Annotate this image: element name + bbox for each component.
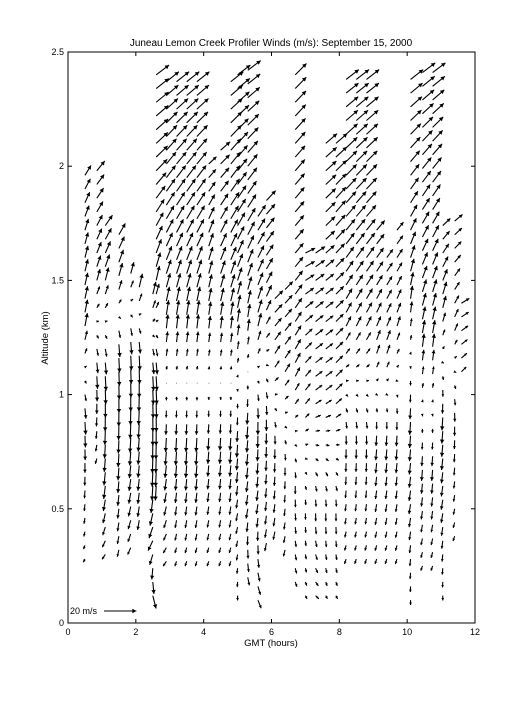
y-tick-label: 1.5 [51, 275, 64, 286]
chart-title: Juneau Lemon Creek Profiler Winds (m/s): September 15, 2000 [129, 38, 413, 49]
x-tick-label: 8 [336, 627, 342, 637]
reference-vector-label: 20 m/s [70, 606, 98, 616]
x-tick-label: 4 [201, 627, 207, 637]
y-tick-label: 2.5 [51, 47, 64, 57]
y-tick-label: 0.5 [51, 503, 64, 514]
y-tick-label: 0 [58, 618, 64, 628]
y-tick-label: 1 [58, 389, 64, 400]
y-axis-label: Altitude (km) [40, 311, 51, 365]
x-tick-label: 6 [268, 627, 275, 637]
y-tick-label: 2 [58, 161, 64, 172]
x-tick-label: 2 [133, 627, 139, 637]
x-axis-label: GMT (hours) [244, 638, 298, 649]
x-tick-label: 10 [402, 627, 413, 637]
x-tick-label: 0 [65, 627, 71, 637]
x-tick-label: 12 [469, 627, 481, 637]
